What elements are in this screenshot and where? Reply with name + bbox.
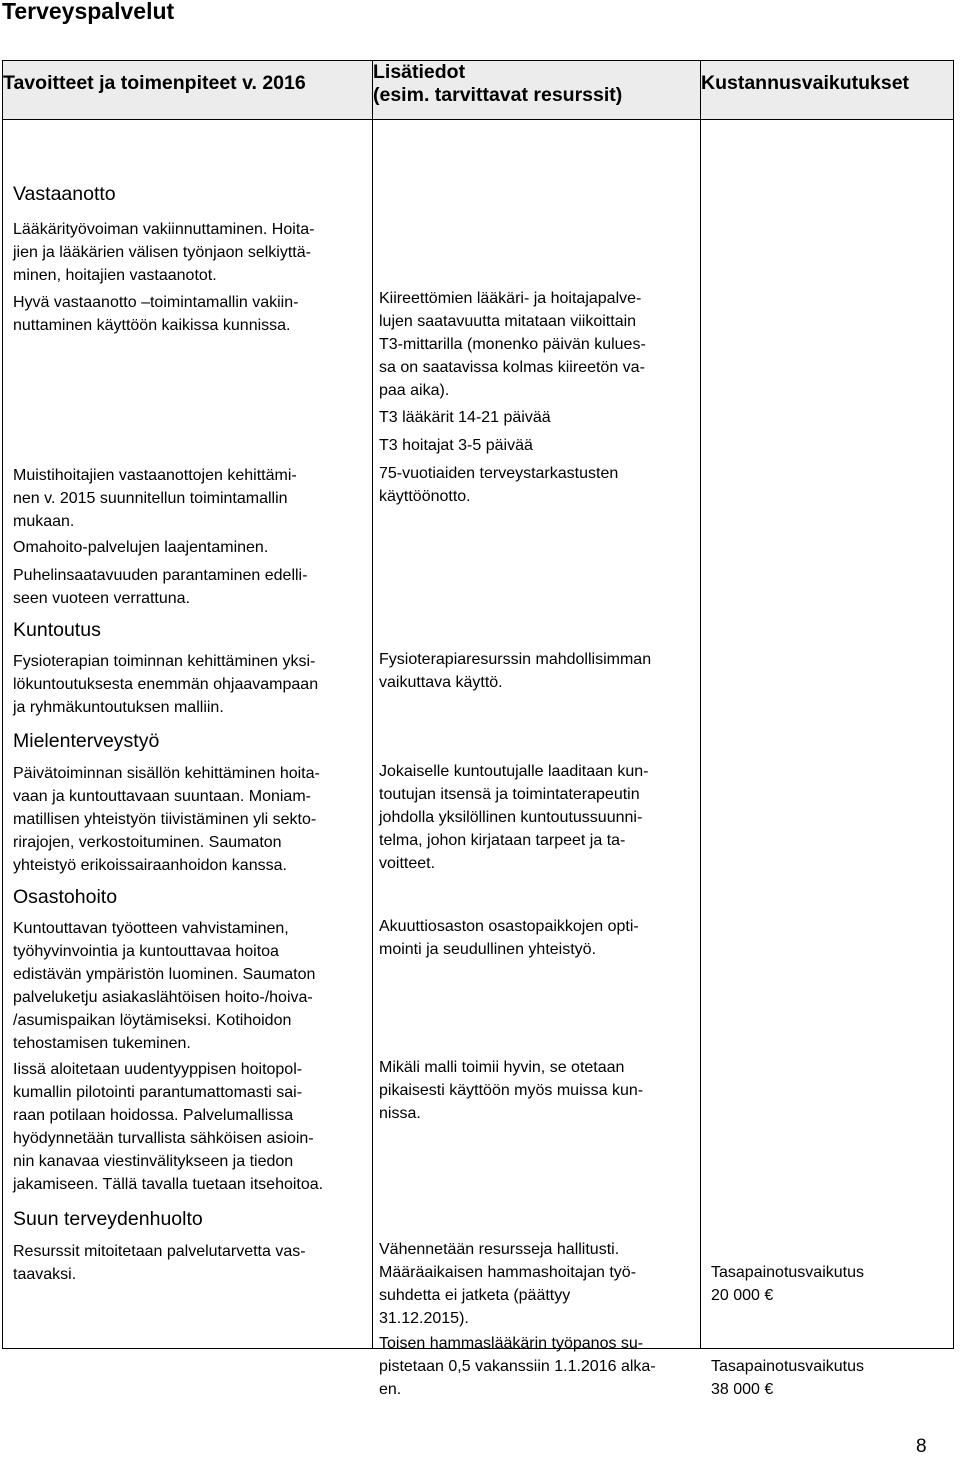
text-line: Hyvä vastaanotto –toimintamallin vakiin- bbox=[13, 294, 299, 311]
cost-label: Tasapainotusvaikutus bbox=[711, 1264, 864, 1281]
text-line: Muistihoitajien vastaanottojen kehittämi- bbox=[13, 467, 297, 484]
text-line: johdolla yksilöllinen kuntoutussuunni- bbox=[379, 809, 643, 826]
section-heading-mielenterveystyo: Mielenterveystyö bbox=[13, 730, 160, 752]
text-line: yhteistyö erikoissairaanhoidon kanssa. bbox=[13, 857, 287, 874]
text-line: Jokaiselle kuntoutujalle laaditaan kun- bbox=[379, 763, 649, 780]
text-line: voitteet. bbox=[379, 855, 436, 872]
header-info bbox=[373, 61, 701, 120]
text-line: lujen saatavuutta mitataan viikoittain bbox=[379, 313, 637, 330]
goals-cell bbox=[3, 120, 373, 1349]
text-line: mukaan. bbox=[13, 513, 75, 530]
text-line: Akuuttiosaston osastopaikkojen opti- bbox=[379, 918, 639, 935]
cost-value: 20 000 € bbox=[711, 1287, 774, 1304]
header-costs-label: Kustannusvaikutukset bbox=[701, 72, 910, 94]
text-line: pistetaan 0,5 vakanssiin 1.1.2016 alka- bbox=[379, 1358, 656, 1375]
text-line: käyttöönotto. bbox=[379, 488, 471, 505]
header-costs bbox=[701, 61, 954, 120]
text-line: Omahoito-palvelujen laajentaminen. bbox=[13, 539, 269, 556]
section-heading-suun-terveydenhuolto: Suun terveydenhuolto bbox=[13, 1208, 203, 1230]
section-heading-kuntoutus: Kuntoutus bbox=[13, 619, 101, 641]
header-info-line2: (esim. tarvittavat resurssit) bbox=[373, 84, 623, 106]
text-line: nin kanavaa viestinvälitykseen ja tiedon bbox=[13, 1153, 294, 1170]
text-line: tehostamisen tukeminen. bbox=[13, 1035, 191, 1052]
text-line: vaikuttava käyttö. bbox=[379, 674, 503, 691]
header-info-line1: Lisätiedot bbox=[373, 61, 466, 83]
text-line: 75-vuotiaiden terveystarkastusten bbox=[379, 465, 619, 482]
text-line: Iissä aloitetaan uudentyyppisen hoitopol- bbox=[13, 1061, 303, 1078]
text-line: jien ja lääkärien välisen työnjaon selkiyttä- bbox=[13, 244, 311, 261]
text-line: Kuntouttavan työotteen vahvistaminen, bbox=[13, 920, 289, 937]
header-goals bbox=[3, 61, 373, 120]
text-line: telma, johon kirjataan tarpeet ja ta- bbox=[379, 832, 626, 849]
text-line: toutujan itsensä ja toimintaterapeutin bbox=[379, 786, 640, 803]
text-line: seen vuoteen verrattuna. bbox=[13, 590, 191, 607]
section-heading-osastohoito: Osastohoito bbox=[13, 886, 118, 908]
text-line: sa on saatavissa kolmas kiireetön va- bbox=[379, 359, 645, 376]
text-line: nuttaminen käyttöön kaikissa kunnissa. bbox=[13, 317, 291, 334]
table-body-row bbox=[3, 120, 954, 1349]
text-line: Mikäli malli toimii hyvin, se otetaan bbox=[379, 1059, 625, 1076]
text-line: mointi ja seudullinen yhteistyö. bbox=[379, 941, 597, 958]
text-line: Päivätoiminnan sisällön kehittäminen hoita- bbox=[13, 765, 320, 782]
table-header-row bbox=[3, 61, 954, 120]
text-line: nen v. 2015 suunnitellun toimintamallin bbox=[13, 490, 288, 507]
text-line: taavaksi. bbox=[13, 1266, 77, 1283]
text-line: 31.12.2015). bbox=[379, 1310, 469, 1327]
text-line: jakamiseen. Tällä tavalla tuetaan itsehoitoa. bbox=[13, 1176, 324, 1193]
text-line: lökuntoutuksesta enemmän ohjaavampaan bbox=[13, 676, 319, 693]
costs-cell bbox=[701, 120, 954, 1398]
text-line: raan potilaan hoidossa. Palvelumallissa bbox=[13, 1107, 294, 1124]
text-line: Resurssit mitoitetaan palvelutarvetta vas- bbox=[13, 1243, 306, 1260]
header-goals-label: Tavoitteet ja toimenpiteet v. 2016 bbox=[3, 72, 306, 94]
text-line: T3 lääkärit 14-21 päivää bbox=[379, 409, 551, 426]
text-line: T3 hoitajat 3-5 päivää bbox=[379, 437, 533, 454]
services-table bbox=[2, 60, 954, 1398]
text-line: pikaisesti käyttöön myös muissa kun- bbox=[379, 1082, 644, 1099]
text-line: Fysioterapian toiminnan kehittäminen yksi- bbox=[13, 653, 316, 670]
text-line: työhyvinvointia ja kuntouttavaa hoitoa bbox=[13, 943, 279, 960]
cost-label: Tasapainotusvaikutus bbox=[711, 1358, 864, 1375]
text-line: suhdetta ei jatketa (päättyy bbox=[379, 1287, 571, 1304]
cost-value: 38 000 € bbox=[711, 1381, 774, 1398]
text-line: kumallin pilotointi parantumattomasti sai- bbox=[13, 1084, 303, 1101]
text-line: Puhelinsaatavuuden parantaminen edelli- bbox=[13, 567, 308, 584]
text-line: en. bbox=[379, 1381, 402, 1398]
text-line: vaan ja kuntouttavaan suuntaan. Moniam- bbox=[13, 788, 311, 805]
text-line: Vähennetään resursseja hallitusti. bbox=[379, 1241, 620, 1258]
text-line: matillisen yhteistyön tiivistäminen yli sekto- bbox=[13, 811, 317, 828]
section-heading-vastaanotto: Vastaanotto bbox=[13, 183, 116, 205]
text-line: Toisen hammaslääkärin työpanos su- bbox=[379, 1335, 644, 1352]
text-line: palveluketju asiakaslähtöisen hoito-/hoiva- bbox=[13, 989, 313, 1006]
text-line: edistävän ympäristön luominen. Saumaton bbox=[13, 966, 316, 983]
text-line: paa aika). bbox=[379, 382, 450, 399]
text-line: nissa. bbox=[379, 1105, 421, 1122]
text-line: Määräaikaisen hammashoitajan työ- bbox=[379, 1264, 637, 1281]
text-line: Fysioterapiaresurssin mahdollisimman bbox=[379, 651, 652, 668]
text-line: T3-mittarilla (monenko päivän kulues- bbox=[379, 336, 646, 353]
info-cell bbox=[373, 120, 701, 1398]
text-line: Kiireettömien lääkäri- ja hoitajapalve- bbox=[379, 290, 642, 307]
text-line: ja ryhmäkuntoutuksen malliin. bbox=[13, 699, 224, 716]
text-line: rirajojen, verkostoituminen. Saumaton bbox=[13, 834, 282, 851]
text-line: /asumispaikan löytämiseksi. Kotihoidon bbox=[13, 1012, 292, 1029]
page-number: 8 bbox=[916, 1436, 927, 1457]
text-line: minen, hoitajien vastaanotot. bbox=[13, 267, 217, 284]
text-line: Lääkärityövoiman vakiinnuttaminen. Hoita- bbox=[13, 221, 315, 238]
text-line: hyödynnetään turvallista sähköisen asioin- bbox=[13, 1130, 314, 1147]
page-title: Terveyspalvelut bbox=[2, 0, 175, 24]
